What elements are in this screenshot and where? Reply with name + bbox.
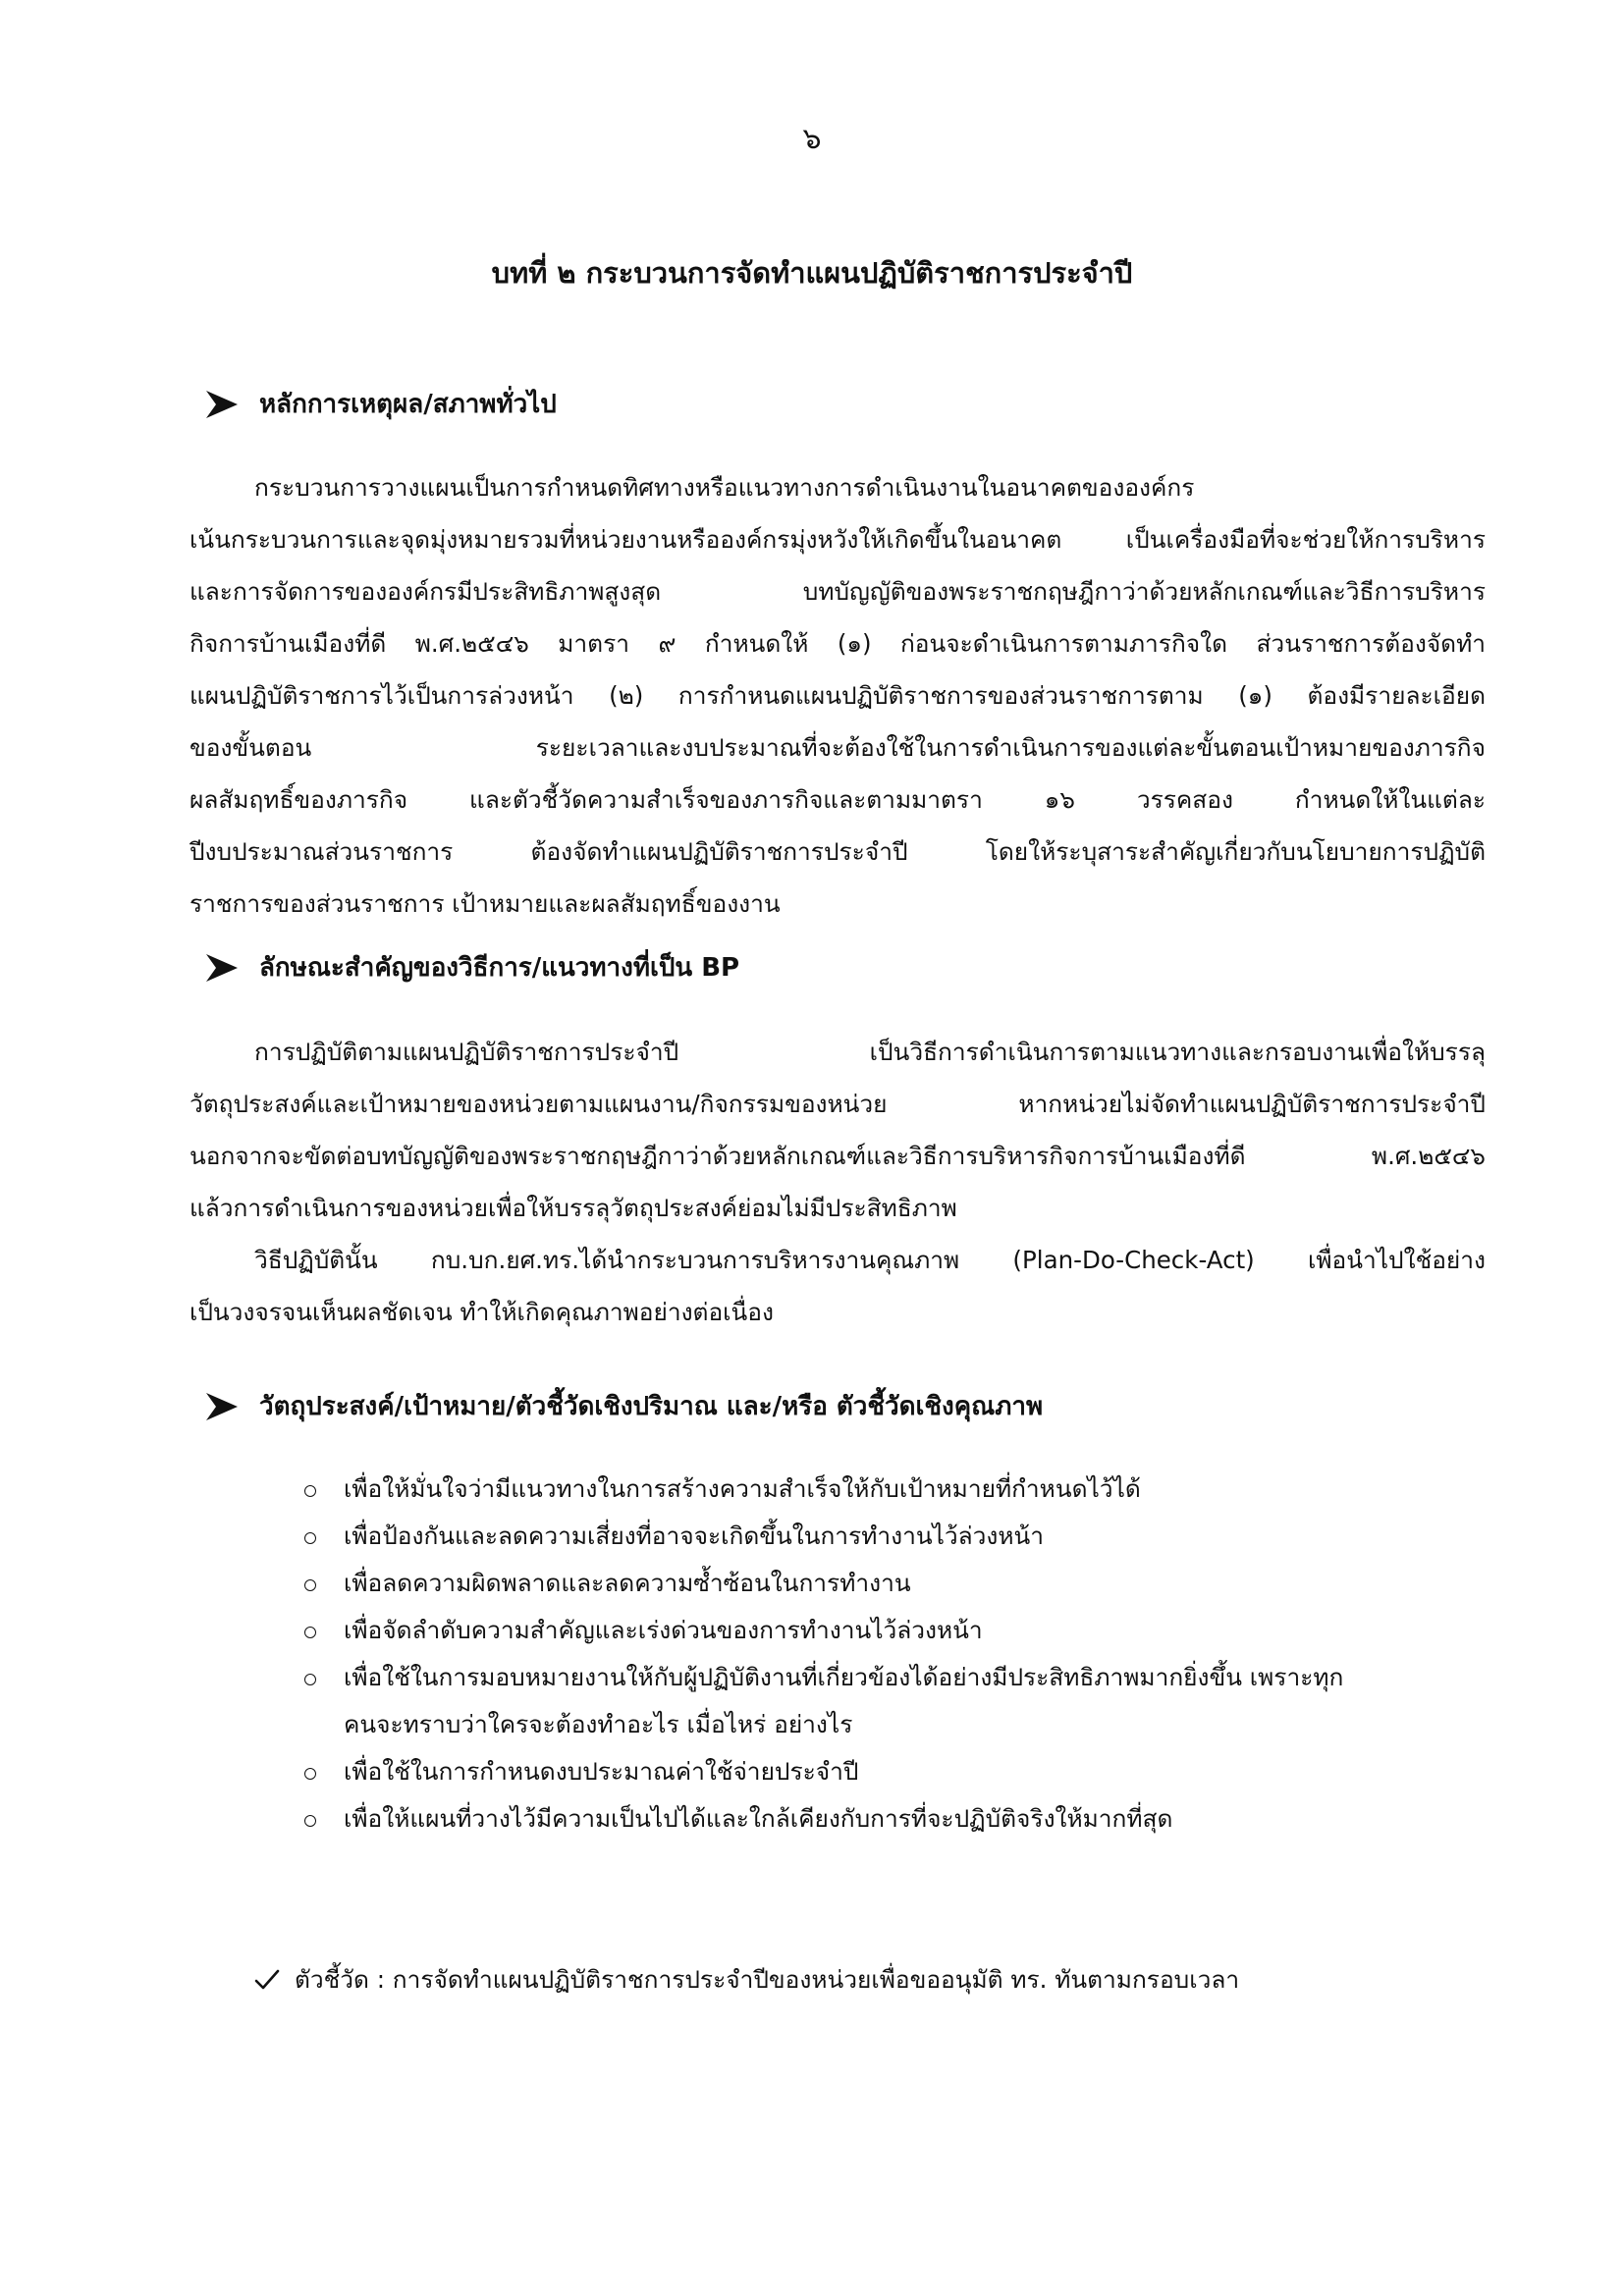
- section-heading-label: ลักษณะสำคัญของวิธีการ/แนวทางที่เป็น BP: [259, 953, 740, 983]
- list-item: [304, 1513, 1492, 1560]
- paragraph-line: ผลสัมฤทธิ์ของภารกิจ และตัวชี้วัดความสำเร็จของภารกิจและตามมาตรา ๑๖ วรรคสอง กำหนดให้ในแต่ละ: [189, 785, 1486, 814]
- circle-bullet-icon: [304, 1627, 316, 1638]
- circle-bullet-icon: [304, 1532, 316, 1544]
- section-heading-label: วัตถุประสงค์/เป้าหมาย/ตัวชี้วัดเชิงปริมาณ และ/หรือ ตัวชี้วัดเชิงคุณภาพ: [259, 1392, 1044, 1421]
- paragraph-line: ของขั้นตอน ระยะเวลาและงบประมาณที่จะต้องใช้ในการดำเนินการของแต่ละขั้นตอนเป้าหมายของภารกิจ: [189, 733, 1486, 762]
- paragraph-line: เป็นวงจรจนเห็นผลชัดเจน ทำให้เกิดคุณภาพอย่างต่อเนื่อง: [189, 1298, 774, 1326]
- paragraph-line: แผนปฏิบัติราชการไว้เป็นการล่วงหน้า (๒) การกำหนดแผนปฏิบัติราชการของส่วนราชการตาม (๑) ต้องมีรายละเอียด: [189, 681, 1486, 710]
- list-item-text: เพื่อให้มั่นใจว่ามีแนวทางในการสร้างความสำเร็จให้กับเป้าหมายที่กำหนดไว้ได้: [344, 1474, 1141, 1503]
- list-item: [304, 1466, 1492, 1513]
- section-heading-label: หลักการเหตุผล/สภาพทั่วไป: [259, 390, 557, 419]
- paragraph-line: วิธีปฏิบัตินั้น กบ.บก.ยศ.ทร.ได้นำกระบวนการบริหารงานคุณภาพ (Plan-Do-Check-Act) เพื่อนำไปใช้อย่าง: [254, 1246, 1486, 1274]
- list-item: [304, 1795, 1492, 1842]
- list-item-text-continued: คนจะทราบว่าใครจะต้องทำอะไร เมื่อไหร่ อย่างไร: [344, 1710, 853, 1738]
- circle-bullet-icon: [304, 1579, 316, 1591]
- paragraph-line: การปฏิบัติตามแผนปฏิบัติราชการประจำปี เป็นวิธีการดำเนินการตามแนวทางและกรอบงานเพื่อให้บรรลุ: [254, 1038, 1486, 1066]
- indicator-line: [253, 1960, 1239, 2000]
- list-item: [304, 1654, 1492, 1748]
- circle-bullet-icon: [304, 1815, 316, 1827]
- paragraph-line: และการจัดการขององค์กรมีประสิทธิภาพสูงสุด บทบัญญัติของพระราชกฤษฎีกาว่าด้วยหลักเกณฑ์และวิธีการบริหาร: [189, 577, 1486, 606]
- page-number: ๖: [802, 122, 822, 156]
- circle-bullet-icon: [304, 1768, 316, 1780]
- paragraph-rationale: [189, 461, 1486, 930]
- indicator-text: ตัวชี้วัด : การจัดทำแผนปฏิบัติราชการประจำปีของหน่วยเพื่อขออนุมัติ ทร. ทันตามกรอบเวลา: [295, 1965, 1240, 1994]
- paragraph-line: กิจการบ้านเมืองที่ดี พ.ศ.๒๕๔๖ มาตรา ๙ กำหนดให้ (๑) ก่อนจะดำเนินการตามภารกิจใด ส่วนราชการต้องจัดทำ: [189, 629, 1486, 658]
- list-item-text: เพื่อใช้ในการกำหนดงบประมาณค่าใช้จ่ายประจำปี: [344, 1757, 859, 1786]
- arrow-bullet-icon: [204, 950, 251, 986]
- arrow-bullet-icon: [204, 1389, 251, 1424]
- paragraph-line: เน้นกระบวนการและจุดมุ่งหมายรวมที่หน่วยงานหรือองค์กรมุ่งหวังให้เกิดขึ้นในอนาคต เป็นเครื่องมือที่จะช่วยให้การบริหาร: [189, 525, 1486, 554]
- list-item-text: เพื่อใช้ในการมอบหมายงานให้กับผู้ปฏิบัติงานที่เกี่ยวข้องได้อย่างมีประสิทธิภาพมากยิ่งขึ้น เพราะทุก: [344, 1663, 1344, 1691]
- list-item: [304, 1560, 1492, 1607]
- section-heading-rationale: [204, 385, 557, 424]
- checkmark-icon: [253, 1966, 281, 1994]
- paragraph-line: ราชการของส่วนราชการ เป้าหมายและผลสัมฤทธิ์ของงาน: [189, 889, 781, 918]
- objectives-list: [304, 1466, 1492, 1842]
- paragraph-line: นอกจากจะขัดต่อบทบัญญัติของพระราชกฤษฎีกาว่าด้วยหลักเกณฑ์และวิธีการบริหารกิจการบ้านเมืองที่ดี พ.ศ.๒๕๔๖: [189, 1142, 1486, 1170]
- list-item: [304, 1748, 1492, 1795]
- paragraph-line: ปีงบประมาณส่วนราชการ ต้องจัดทำแผนปฏิบัติราชการประจำปี โดยให้ระบุสาระสำคัญเกี่ยวกับนโยบายการปฏิบัติ: [189, 837, 1486, 866]
- chapter-title: บทที่ ๒ กระบวนการจัดทำแผนปฏิบัติราชการประจำปี: [491, 256, 1133, 290]
- circle-bullet-icon: [304, 1485, 316, 1497]
- section-heading-bp-characteristics: [204, 948, 739, 988]
- paragraph-line: กระบวนการวางแผนเป็นการกำหนดทิศทางหรือแนวทางการดำเนินงานในอนาคตขององค์กร: [254, 473, 1195, 502]
- paragraph-bp: [189, 1026, 1486, 1338]
- paragraph-line: แล้วการดำเนินการของหน่วยเพื่อให้บรรลุวัตถุประสงค์ย่อมไม่มีประสิทธิภาพ: [189, 1194, 957, 1222]
- circle-bullet-icon: [304, 1674, 316, 1685]
- section-heading-objectives: [204, 1387, 1043, 1426]
- list-item: [304, 1607, 1492, 1654]
- list-item-text: เพื่อจัดลำดับความสำคัญและเร่งด่วนของการทำงานไว้ล่วงหน้า: [344, 1616, 983, 1644]
- list-item-text: เพื่อให้แผนที่วางไว้มีความเป็นไปได้และใกล้เคียงกับการที่จะปฏิบัติจริงให้มากที่สุด: [344, 1804, 1173, 1833]
- arrow-bullet-icon: [204, 387, 251, 422]
- paragraph-line: วัตถุประสงค์และเป้าหมายของหน่วยตามแผนงาน/กิจกรรมของหน่วย หากหน่วยไม่จัดทำแผนปฏิบัติราชการประจำปี: [189, 1090, 1486, 1118]
- list-item-text: เพื่อลดความผิดพลาดและลดความซ้ำซ้อนในการทำงาน: [344, 1569, 911, 1597]
- list-item-text: เพื่อป้องกันและลดความเสี่ยงที่อาจจะเกิดขึ้นในการทำงานไว้ล่วงหน้า: [344, 1522, 1045, 1550]
